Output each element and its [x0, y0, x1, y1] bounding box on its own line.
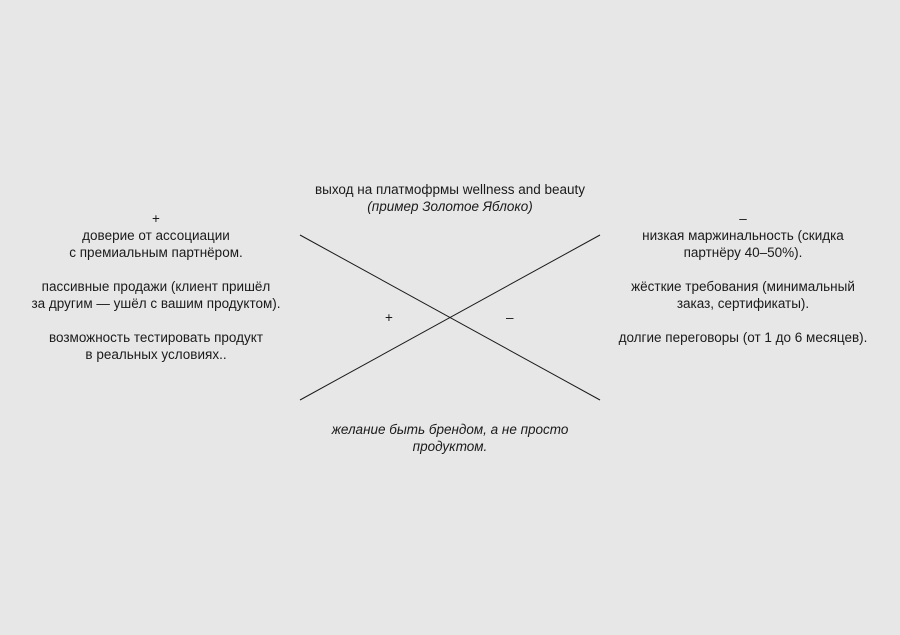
- pros-block: [6, 210, 306, 363]
- pros-item-1-line-2: с премиальным партнёром.: [69, 245, 243, 260]
- pros-item-3-line-2: в реальных условиях..: [85, 347, 227, 362]
- center-minus-sign: –: [506, 310, 514, 325]
- pros-item-3-line-1: возможность тестировать продукт: [48, 330, 264, 345]
- cons-sign: –: [739, 211, 747, 226]
- bottom-label: [250, 421, 650, 455]
- top-label: [250, 181, 650, 215]
- center-plus-sign: +: [385, 310, 393, 325]
- bottom-label-line-2: продуктом.: [412, 439, 488, 454]
- pros-item-1-line-1: доверие от ассоциации: [82, 228, 230, 243]
- cons-item-1-line-1: низкая маржинальность (скидка: [642, 228, 844, 243]
- cons-item-3-line-1: долгие переговоры (от 1 до 6 месяцев).: [618, 330, 868, 345]
- top-label-example: (пример Золотое Яблоко): [367, 199, 533, 214]
- cons-item-2-line-2: заказ, сертификаты).: [676, 296, 810, 311]
- pros-sign: +: [152, 211, 160, 226]
- cons-item-2-line-1: жёсткие требования (минимальный: [631, 279, 855, 294]
- pros-item-2-line-2: за другим — ушёл с вашим продуктом).: [31, 296, 281, 311]
- pros-item-2-line-1: пассивные продажи (клиент пришёл: [41, 279, 271, 294]
- bottom-label-line-1: желание быть брендом, а не просто: [331, 422, 569, 437]
- cons-block: [593, 210, 893, 346]
- cons-item-1-line-2: партнёру 40–50%).: [683, 245, 803, 260]
- top-label-title: выход на платмофрмы wellness and beauty: [314, 182, 586, 197]
